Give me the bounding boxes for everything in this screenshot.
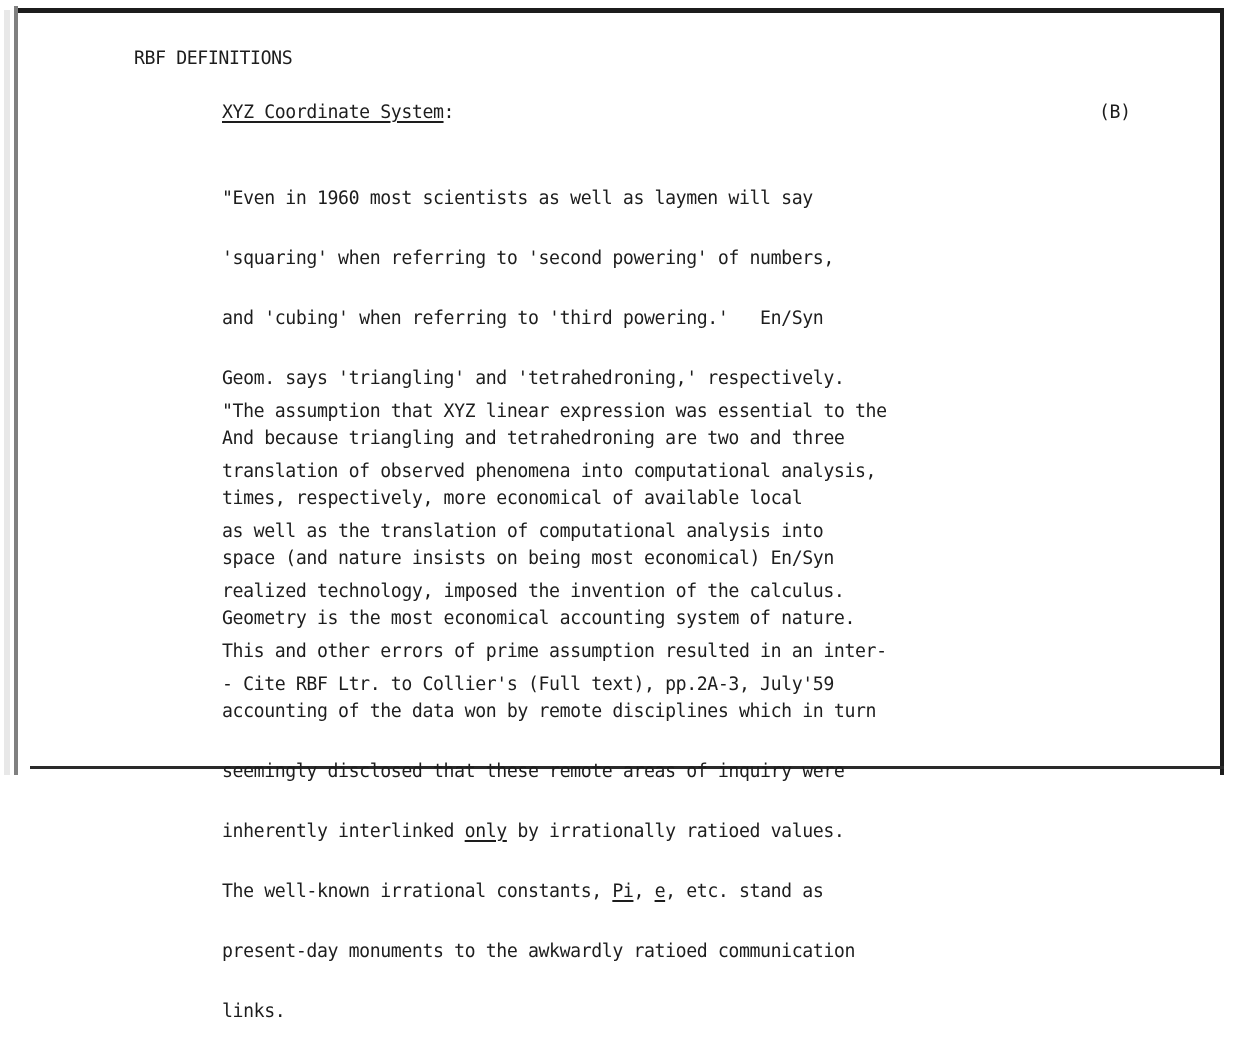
card-border-left	[14, 6, 18, 775]
paragraph-line	[222, 882, 887, 902]
paragraph-line: present-day monuments to the awkwardly ratioed communication	[222, 941, 855, 962]
underlined-word-e: e	[654, 881, 666, 902]
line-segment: by irrationally ratioed values.	[506, 821, 845, 842]
paragraph-line: and 'cubing' when referring to 'third powering.' En/Syn	[222, 308, 824, 329]
card-border-top	[18, 8, 1224, 13]
paragraph-line: Geom. says 'triangling' and 'tetrahedroning,' respectively.	[222, 368, 845, 389]
citation: - Cite RBF Ltr. to Collier's (Full text), pp.2A-3, July'59	[222, 674, 834, 695]
underlined-word-pi: Pi	[612, 881, 634, 902]
paragraph-line: seemingly disclosed that these remote areas of inquiry were	[222, 761, 845, 782]
paragraph-line	[222, 822, 887, 842]
paragraph-line: This and other errors of prime assumption resulted in an inter-	[222, 641, 887, 662]
paragraph-line: as well as the translation of computational analysis into	[222, 521, 824, 542]
paragraph-line: "The assumption that XYZ linear expression was essential to the	[222, 401, 887, 422]
line-segment: The well-known irrational constants,	[222, 881, 613, 902]
line-segment: , etc. stand as	[665, 881, 824, 902]
paragraph-line: 'squaring' when referring to 'second powering' of numbers,	[222, 248, 834, 269]
section-marker: (B)	[1099, 102, 1131, 123]
document-header: RBF DEFINITIONS	[134, 48, 293, 69]
card-border-right	[1220, 8, 1224, 775]
card-edge-shadow	[4, 10, 10, 775]
paragraph-line: And because triangling and tetrahedroning are two and three	[222, 428, 845, 449]
paragraph-line: realized technology, imposed the invention of the calculus.	[222, 581, 845, 602]
paragraph-line: translation of observed phenomena into computational analysis,	[222, 461, 877, 482]
line-segment: ,	[633, 881, 655, 902]
section-title-text: XYZ Coordinate System	[222, 102, 444, 123]
paragraph-2	[222, 362, 887, 1062]
paragraph-line: times, respectively, more economical of available local	[222, 488, 803, 509]
paragraph-line: Geometry is the most economical accounting system of nature.	[222, 608, 855, 629]
paragraph-line: accounting of the data won by remote disciplines which in turn	[222, 701, 877, 722]
line-segment: inherently interlinked	[222, 821, 465, 842]
paragraph-line: "Even in 1960 most scientists as well as laymen will say	[222, 188, 813, 209]
section-title	[222, 102, 454, 123]
paragraph-line: links.	[222, 1001, 286, 1022]
section-title-colon: :	[443, 102, 455, 123]
paragraph-line: space (and nature insists on being most economical) En/Syn	[222, 548, 834, 569]
underlined-word-only: only	[464, 821, 507, 842]
